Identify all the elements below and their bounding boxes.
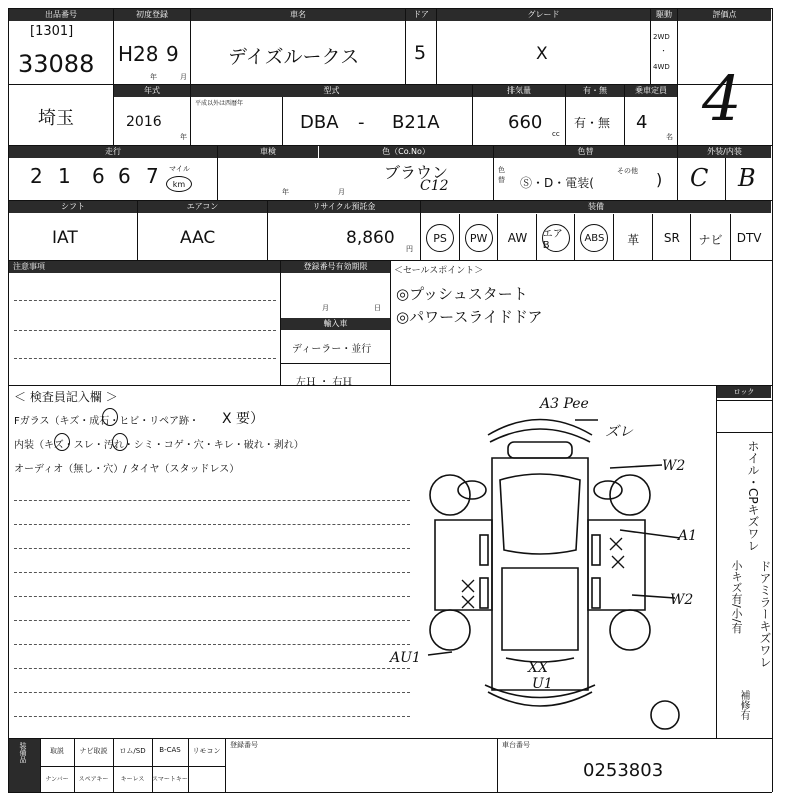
circle-mark-fglass	[102, 408, 118, 426]
sales-point-header: ＜セールスポイント＞	[394, 266, 484, 276]
mileage-digit: 1	[58, 164, 71, 188]
equipment-item: DTV	[736, 231, 762, 245]
mark-au1: AU1	[390, 650, 421, 666]
color-options: Ⓢ・D・電装(	[520, 176, 594, 190]
header-mileage: 走行	[9, 146, 217, 158]
first-reg-month: 9	[166, 42, 179, 66]
side-note-4: 補修有	[738, 690, 749, 720]
color-other: その他	[617, 167, 638, 175]
mark-a1: A1	[678, 528, 698, 544]
eval-score: 4	[702, 62, 742, 135]
chassis-no-value: 0253803	[583, 760, 664, 781]
mark-w2-top: W2	[662, 458, 686, 474]
exterior-eval: C	[690, 164, 709, 192]
equipment-item: AW	[507, 231, 528, 245]
header-lot-no: 出品番号	[9, 9, 113, 21]
cc-value: 660	[508, 112, 543, 133]
header-papers: 有・無	[566, 85, 624, 97]
mileage-digit: 6	[92, 164, 105, 188]
bottom-item-bottom: ナンバー	[45, 776, 69, 783]
header-model: 型式	[191, 85, 472, 97]
reg-no-label: 登録番号	[230, 741, 258, 749]
equipment-item: PS	[426, 224, 454, 252]
side-note-1: ホイル・CPキズワレ	[746, 440, 760, 552]
header-record-book: 登録番号有効期限	[281, 261, 390, 273]
shift-value: IAT	[52, 228, 78, 248]
equipment-item: 革	[627, 233, 640, 247]
circle-mark-stain	[112, 433, 128, 451]
mark-u1: U1	[532, 676, 553, 692]
color-close: )	[656, 170, 663, 189]
recycle-value: 8,860	[346, 228, 395, 248]
car-damage-diagram	[390, 390, 720, 735]
header-car-name: 車名	[191, 9, 405, 21]
lot-code: [1301]	[30, 24, 74, 39]
mileage-digit: 2	[30, 164, 43, 188]
area-value: 埼玉	[38, 108, 74, 129]
bottom-item-top: B-CAS	[159, 746, 181, 754]
inspector-line-interior: 内装（キズ・スレ・汚れ・シミ・コゲ・穴・キレ・破れ・剥れ）	[14, 440, 304, 451]
first-reg-era-year: H28	[118, 42, 159, 66]
model-prefix: DBA	[300, 112, 339, 133]
header-notes: 注意事項	[9, 261, 280, 273]
header-aircon: エアコン	[138, 201, 267, 213]
sales-point-2: ◎パワースライドドア	[396, 308, 543, 326]
inspector-header: ＜ 検査員記入欄 ＞	[14, 390, 118, 404]
bottom-item-top: 取説	[50, 747, 64, 755]
mark-sure: ズレ	[605, 424, 633, 440]
bottom-item-top: リモコン	[192, 747, 221, 755]
header-import: 輸入車	[281, 318, 390, 330]
record-day-unit: 日	[374, 304, 381, 312]
mark-w2-mid: W2	[670, 592, 694, 608]
sales-point-1: ◎プッシュスタート	[396, 285, 528, 303]
bottom-item-bottom: キーレス	[120, 776, 145, 783]
inspector-line-audio: オーディオ（無し・穴）/ タイヤ（スタッドレス）	[14, 464, 240, 475]
inspection-month-unit: 月	[338, 188, 345, 196]
mileage-unit-km: km	[166, 176, 192, 192]
header-color-change: 色替	[494, 146, 677, 158]
equipment-item: PW	[465, 224, 493, 252]
recycle-unit: 円	[406, 245, 413, 253]
grade-value: X	[536, 44, 548, 64]
interior-eval: B	[738, 164, 756, 192]
inspector-line-fglass: Fガラス（キズ・成石・ヒビ・リペア跡・	[14, 416, 200, 427]
drive-dot: ・	[660, 47, 667, 55]
header-doors: ドア	[406, 9, 436, 21]
mileage-digit: 7	[146, 164, 159, 188]
mark-xx-bottom: XX	[528, 660, 548, 676]
cc-unit: cc	[552, 130, 560, 138]
papers-value: 有・無	[574, 116, 611, 130]
header-cc: 排気量	[473, 85, 565, 97]
aircon-value: AAC	[180, 228, 216, 248]
color-change-label: 色替	[498, 166, 505, 184]
import-value: ディーラー・並行	[292, 344, 372, 355]
equipment-item: SR	[663, 231, 680, 245]
chassis-no-label: 車台番号	[502, 741, 530, 749]
header-eval: 評価点	[678, 9, 771, 21]
mileage-digit: 6	[118, 164, 131, 188]
first-reg-year-unit: 年	[150, 73, 157, 81]
header-drive: 駆動	[651, 9, 677, 21]
drive-2wd: 2WD	[653, 33, 670, 41]
first-reg-month-unit: 月	[180, 73, 187, 81]
header-interior: 外装/内装	[678, 146, 771, 158]
mileage-unit-top: マイル	[169, 165, 190, 173]
header-inspection: 車検	[218, 146, 318, 158]
header-first-reg: 初度登録	[114, 9, 190, 21]
doors-value: 5	[414, 42, 427, 64]
lot-number: 33088	[18, 50, 95, 78]
header-shift: シフト	[9, 201, 137, 213]
color-code: C12	[420, 178, 449, 194]
reg-year-label: 平成以外は西暦年	[195, 100, 244, 107]
model-code: B21A	[392, 112, 440, 133]
equipment-item: ABS	[580, 224, 608, 252]
seats-unit: 名	[666, 133, 673, 141]
header-color: 色（Co.No）	[319, 146, 493, 158]
header-equipment: 装備	[421, 201, 771, 213]
drive-4wd: 4WD	[653, 63, 670, 71]
handle-value: 左Ｈ ・ 右Ｈ	[296, 377, 353, 388]
bottom-item-top: ロム/SD	[119, 747, 146, 755]
header-model-year: 年式	[114, 85, 190, 97]
circle-mark-scratch	[54, 433, 70, 451]
model-year-value: 2016	[126, 114, 162, 130]
color-name: ブラウン	[384, 163, 449, 182]
record-month-unit: 月	[322, 304, 329, 312]
side-note-2: ドアミラーキズワレ	[758, 560, 772, 668]
header-recycle: リサイクル預託金	[268, 201, 420, 213]
model-year-unit: 年	[180, 133, 187, 141]
header-lock: ロック	[717, 386, 771, 398]
bottom-item-top: ナビ取説	[79, 747, 108, 755]
header-seats: 乗車定員	[625, 85, 677, 97]
seats-value: 4	[636, 112, 648, 133]
header-grade: グレード	[437, 9, 650, 21]
model-dash: -	[358, 112, 365, 133]
equipment-item: エアB	[542, 224, 570, 252]
bottom-item-bottom: スペアキー	[78, 776, 109, 783]
side-note-3: 小キズ有/小/有	[730, 560, 743, 634]
fglass-x-mark: X 要）	[222, 411, 265, 427]
inspection-year-unit: 年	[282, 188, 289, 196]
car-name: デイズルークス	[228, 46, 360, 68]
equipment-item: ナビ	[698, 233, 723, 247]
mark-a3: A3 Pee	[540, 396, 589, 412]
bottom-side-label: 装備品	[19, 742, 27, 763]
bottom-item-bottom: スマートキー	[152, 776, 188, 783]
